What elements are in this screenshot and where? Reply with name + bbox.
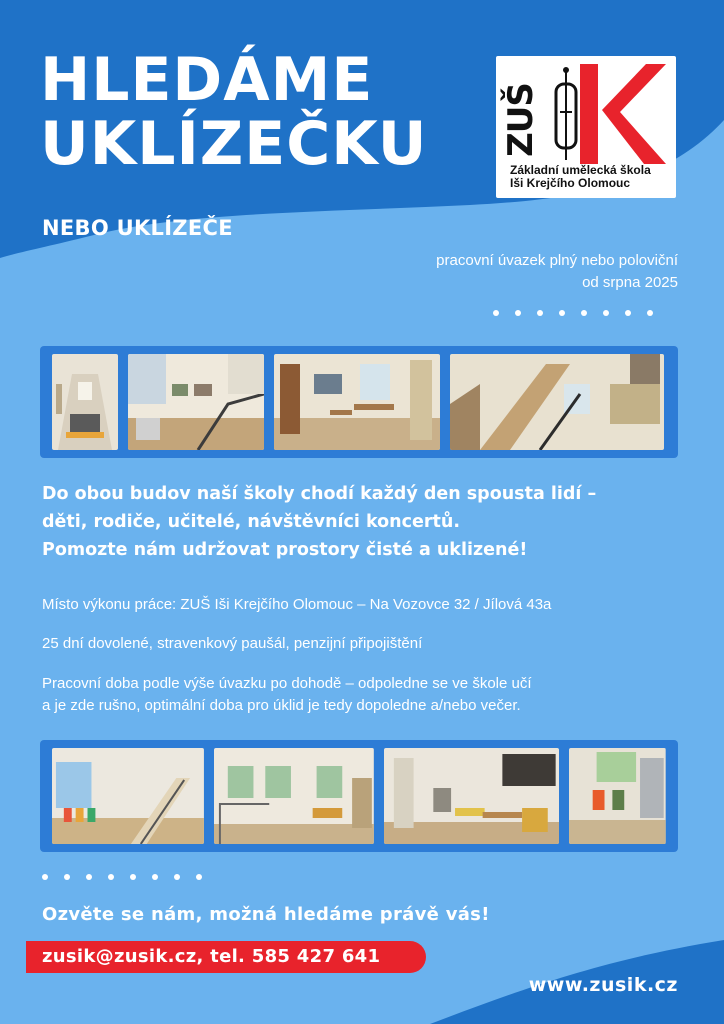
- photo-hallway-bench: [274, 354, 440, 450]
- school-logo: [496, 56, 676, 198]
- title-line-1: HLEDÁME: [40, 45, 374, 115]
- contract-info: [436, 250, 678, 294]
- info-hours: [42, 673, 682, 717]
- info-hours-line-2: a je zde rušno, optimální doba pro úklid je tedy dopoledne a/nebo večer.: [42, 697, 521, 714]
- info-place: Místo výkonu práce: ZUŠ Iši Krejčího Olomouc – Na Vozovce 32 / Jílová 43a: [42, 596, 552, 613]
- photo-gallery-top: [40, 346, 678, 458]
- info-benefits: 25 dní dovolené, stravenkový paušál, penzijní připojištění: [42, 635, 423, 652]
- lead-text: [42, 480, 692, 564]
- contract-line-1: pracovní úvazek plný nebo poloviční: [436, 252, 678, 269]
- logo-line-1: Základní umělecká škola: [510, 163, 651, 177]
- dot-divider-top: [493, 310, 653, 316]
- photo-stairwell: [128, 354, 264, 450]
- photo-corridor: [52, 354, 118, 450]
- photo-music-hallway: [384, 748, 560, 844]
- title-line-2: UKLÍZEČKU: [40, 109, 428, 179]
- website-link[interactable]: www.zusik.cz: [528, 974, 678, 996]
- lead-line-3: Pomozte nám udržovat prostory čisté a uklizené!: [42, 540, 528, 560]
- photo-waiting-corner: [569, 748, 666, 844]
- logo-mark: ZUŠ: [500, 83, 541, 157]
- dot-divider-bottom: [42, 874, 202, 880]
- photo-staircase: [450, 354, 664, 450]
- contract-line-2: od srpna 2025: [582, 274, 678, 291]
- violin-ik-logo-icon: [554, 64, 666, 164]
- info-hours-line-1: Pracovní doba podle výše úvazku po dohodě – odpoledne se ve škole učí: [42, 675, 532, 692]
- subtitle: NEBO UKLÍZEČE: [42, 216, 233, 240]
- logo-text: [510, 164, 651, 190]
- lead-line-1: Do obou budov naší školy chodí každý den spousta lidí –: [42, 484, 597, 504]
- photo-lobby-chairs: [52, 748, 204, 844]
- page-title: [40, 45, 428, 179]
- logo-line-2: Iši Krejčího Olomouc: [510, 176, 631, 190]
- contact-banner[interactable]: zusik@zusik.cz, tel. 585 427 641: [26, 941, 426, 973]
- photo-gallery-bottom: [40, 740, 678, 852]
- call-to-action: Ozvěte se nám, možná hledáme právě vás!: [42, 904, 490, 925]
- photo-windows-corridor: [214, 748, 374, 844]
- lead-line-2: děti, rodiče, učitelé, návštěvníci koncertů.: [42, 512, 460, 532]
